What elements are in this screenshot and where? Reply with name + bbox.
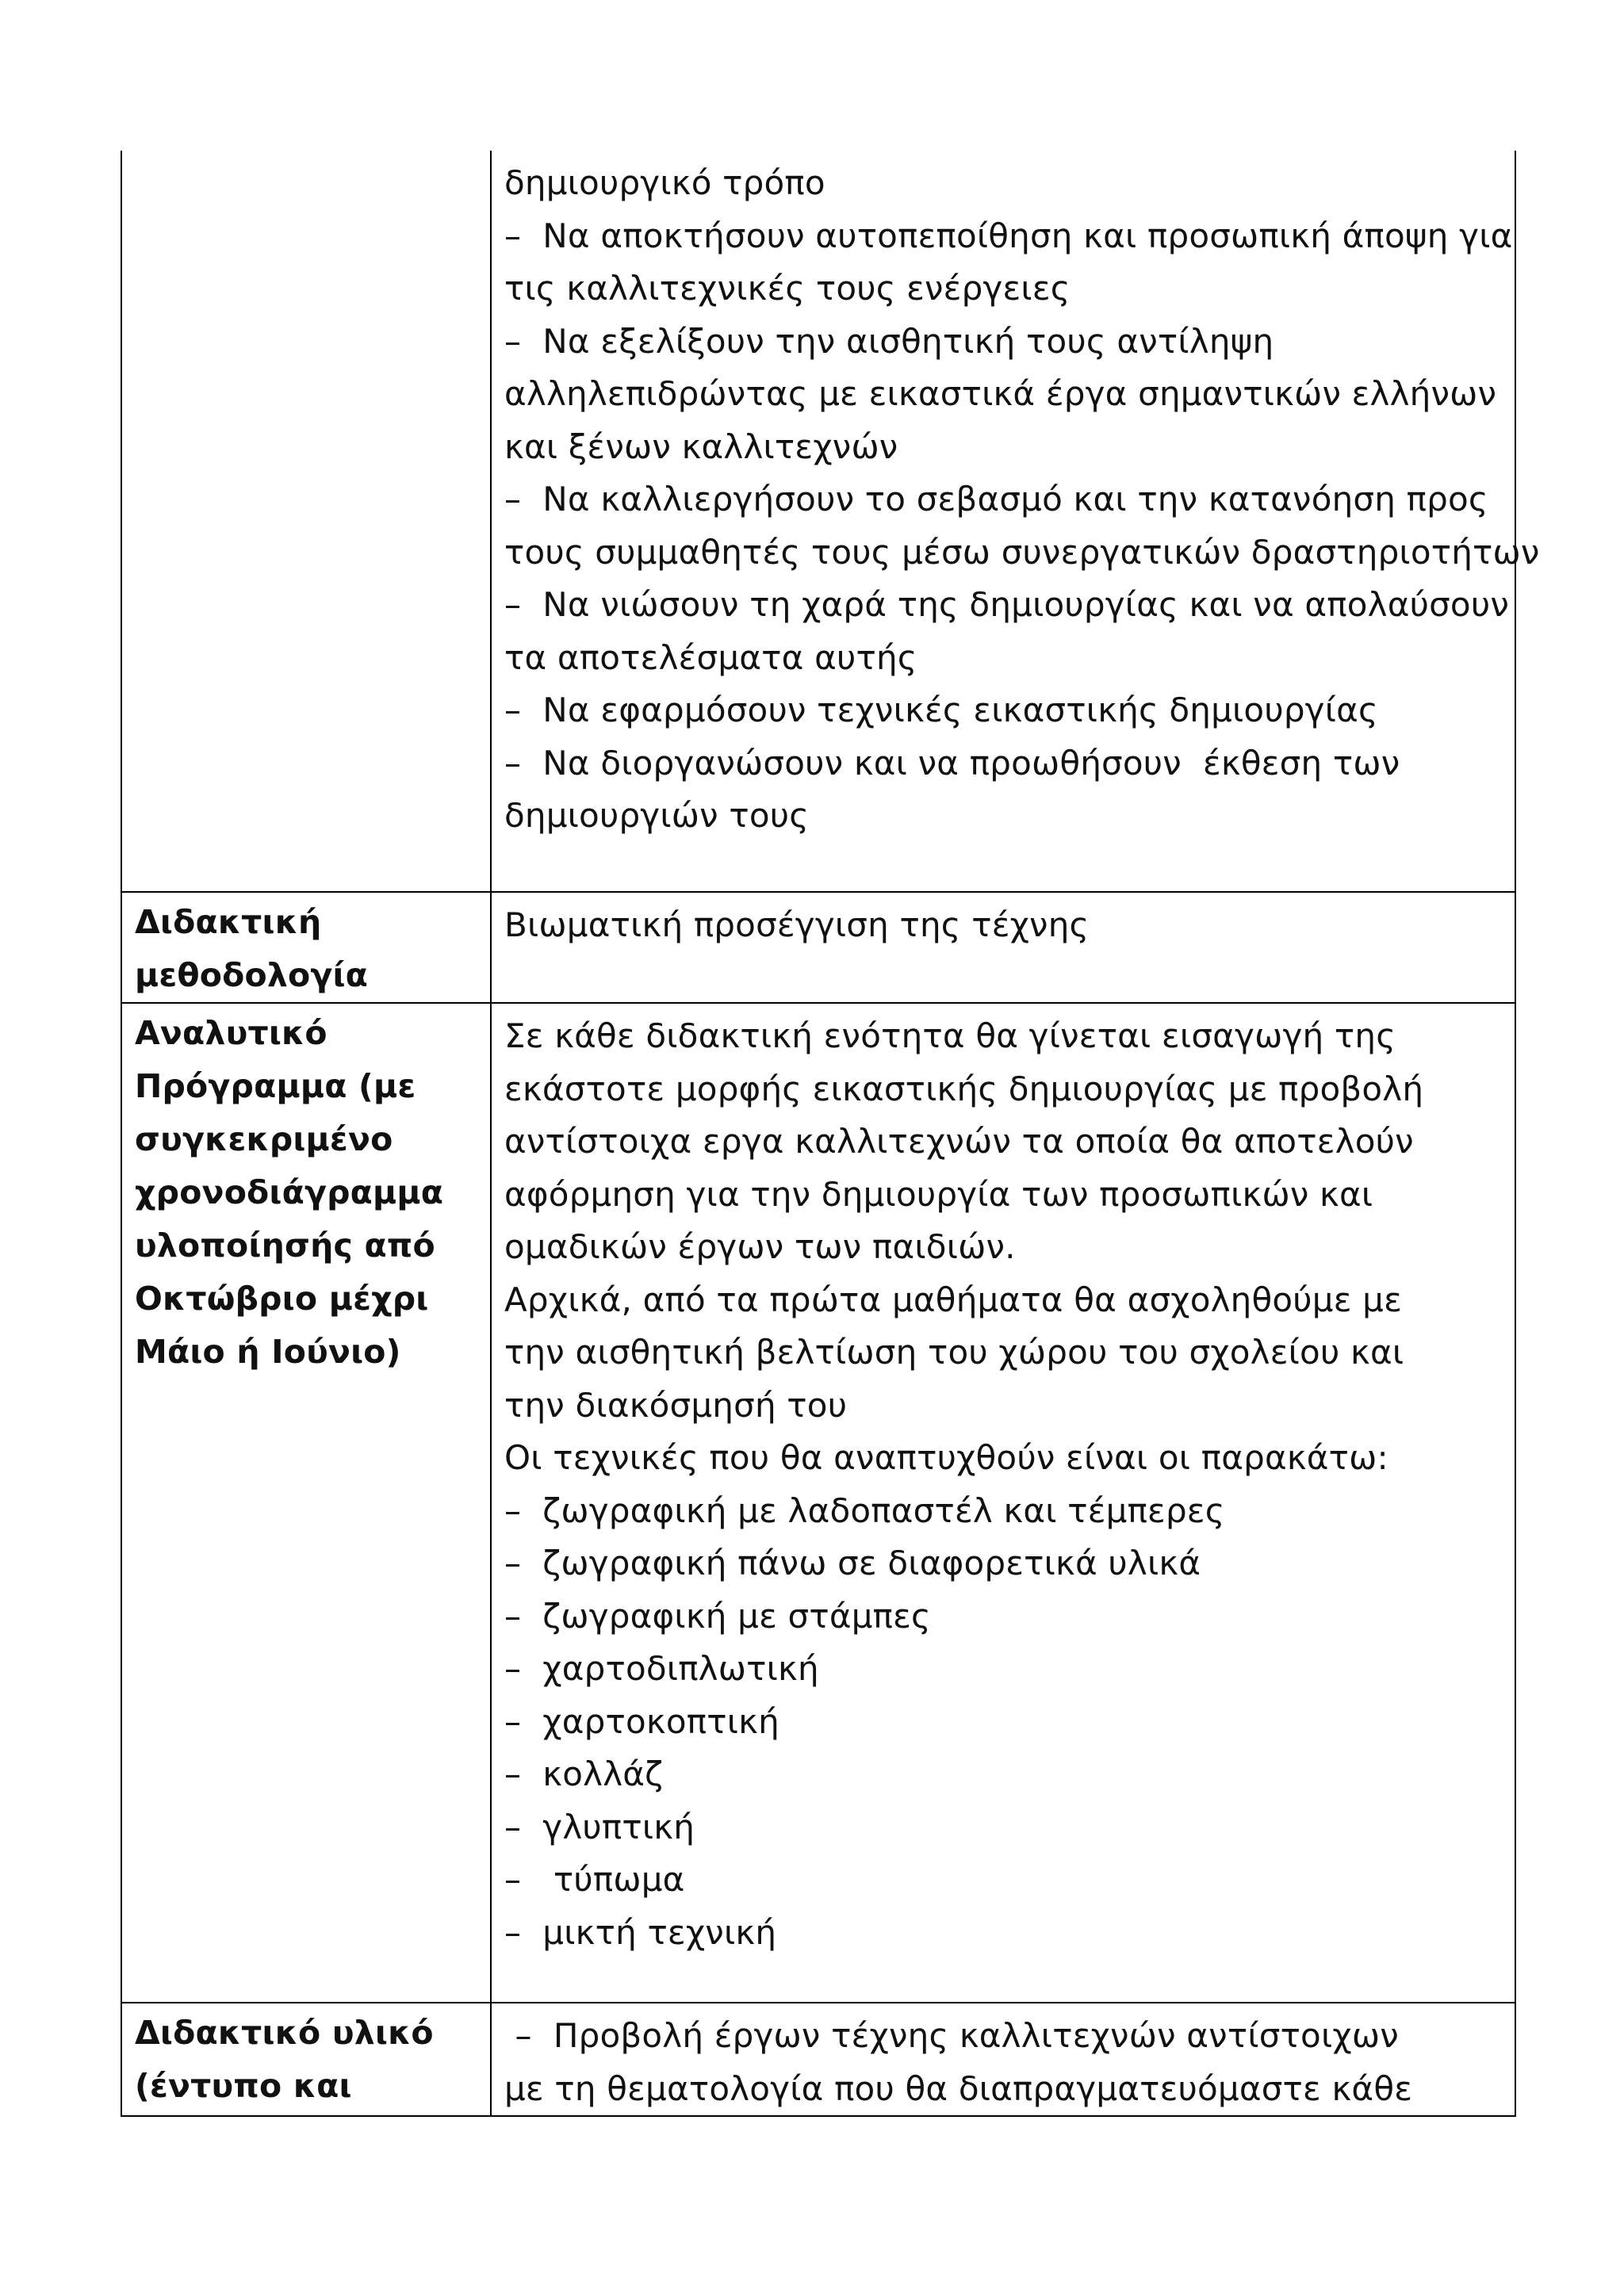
content-line: – χαρτοκοπτική <box>504 1701 779 1741</box>
content-line: – ζωγραφική με στάμπες <box>504 1596 931 1636</box>
label-cell-materials <box>121 2003 491 2116</box>
content-line: – Να νιώσουν τη χαρά της δημιουργίας και να απολαύσουν <box>504 585 1509 624</box>
objectives-text <box>504 157 1540 843</box>
program-label <box>135 1007 490 1379</box>
content-line: – Να αποκτήσουν αυτοπεποίθηση και προσωπική άποψη για <box>504 216 1513 255</box>
content-cell-objectives <box>491 151 1540 892</box>
content-line: Αρχικά, από τα πρώτα μαθήματα θα ασχοληθούμε με <box>504 1280 1402 1319</box>
content-line: Σε κάθε διδακτική ενότητα θα γίνεται εισαγωγή της <box>504 1016 1396 1055</box>
content-line: εκάστοτε μορφής εικαστικής δημιουργίας με προβολή <box>504 1069 1424 1108</box>
label-line: Μάιο ή Ιούνιο) <box>135 1333 401 1371</box>
content-line: – γλυπτική <box>504 1807 695 1846</box>
content-line: – ζωγραφική πάνω σε διαφορετικά υλικά <box>504 1544 1201 1582</box>
label-line: συγκεκριμένο <box>135 1120 393 1158</box>
content-line: – Να καλλιεργήσουν το σεβασμό και την κατανόηση προς <box>504 480 1488 519</box>
label-line: Οκτώβριο μέχρι <box>135 1280 429 1318</box>
content-line: – χαρτοδιπλωτική <box>504 1649 819 1688</box>
content-line: με τη θεματολογία που θα διαπραγματευόμαστε κάθε <box>504 2068 1413 2108</box>
content-line: – Προβολή έργων τέχνης καλλιτεχνών αντίστοιχων <box>504 2016 1399 2055</box>
content-line: ομαδικών έργων των παιδιών. <box>504 1227 1016 1266</box>
content-line: – Να εξελίξουν την αισθητική τους αντίληψη <box>504 321 1274 361</box>
label-line: Διδακτικό υλικό <box>135 2014 434 2052</box>
table-row-materials <box>121 2003 1515 2116</box>
table-row-objectives-continued <box>121 151 1515 892</box>
content-line: – τύπωμα <box>504 1860 685 1899</box>
label-line: Διδακτική <box>135 903 322 941</box>
content-cell-materials <box>491 2003 1515 2116</box>
content-line: Οι τεχνικές που θα αναπτυχθούν είναι οι παρακάτω: <box>504 1438 1388 1477</box>
program-text <box>504 1010 1515 1959</box>
content-line: αντίστοιχα εργα καλλιτεχνών τα οποία θα αποτελούν <box>504 1122 1414 1161</box>
content-line: – ζωγραφική με λαδοπαστέλ και τέμπερες <box>504 1490 1225 1530</box>
label-line: υλοποίησής από <box>135 1226 435 1265</box>
content-line: την αισθητική βελτίωση του χώρου του σχολείου και <box>504 1333 1404 1372</box>
materials-label <box>135 2007 490 2113</box>
document-table <box>121 151 1540 2117</box>
content-line: – μικτή τεχνική <box>504 1912 777 1952</box>
content-line: – Να διοργανώσουν και να προωθήσουν έκθεση των <box>504 743 1400 783</box>
label-cell-program <box>121 1003 491 2003</box>
content-line: Βιωματική προσέγγιση της τέχνης <box>504 905 1090 944</box>
label-line: χρονοδιάγραμμα <box>135 1173 444 1211</box>
content-line: τις καλλιτεχνικές τους ενέργειες <box>504 269 1071 308</box>
content-line: – κολλάζ <box>504 1755 664 1793</box>
label-line: (έντυπο και <box>135 2067 352 2105</box>
content-line: δημιουργικό τρόπο <box>504 163 825 202</box>
content-line: τους συμμαθητές τους μέσω συνεργατικών δραστηριοτήτων <box>504 532 1540 572</box>
table-row-program <box>121 1003 1515 2003</box>
content-line: την διακόσμησή του <box>504 1385 848 1425</box>
methodology-text <box>504 899 1515 952</box>
label-line: Αναλυτικό <box>135 1014 327 1052</box>
materials-text <box>504 2010 1515 2115</box>
label-cell-empty <box>121 151 491 892</box>
content-line: αλληλεπιδρώντας με εικαστικά έργα σημαντικών ελλήνων <box>504 374 1497 413</box>
content-cell-program <box>491 1003 1515 2003</box>
label-line: Πρόγραμμα (με <box>135 1067 416 1105</box>
table-row-methodology <box>121 892 1515 1003</box>
label-cell-methodology <box>121 892 491 1003</box>
content-line: αφόρμηση για την δημιουργία των προσωπικών και <box>504 1174 1373 1214</box>
content-line: δημιουργιών τους <box>504 796 810 835</box>
content-line: και ξένων καλλιτεχνών <box>504 427 898 466</box>
methodology-label <box>135 896 490 1002</box>
label-line: μεθοδολογία <box>135 956 369 994</box>
content-cell-methodology <box>491 892 1515 1003</box>
content-line: – Να εφαρμόσουν τεχνικές εικαστικής δημιουργίας <box>504 691 1378 729</box>
content-line: τα αποτελέσματα αυτής <box>504 637 917 677</box>
